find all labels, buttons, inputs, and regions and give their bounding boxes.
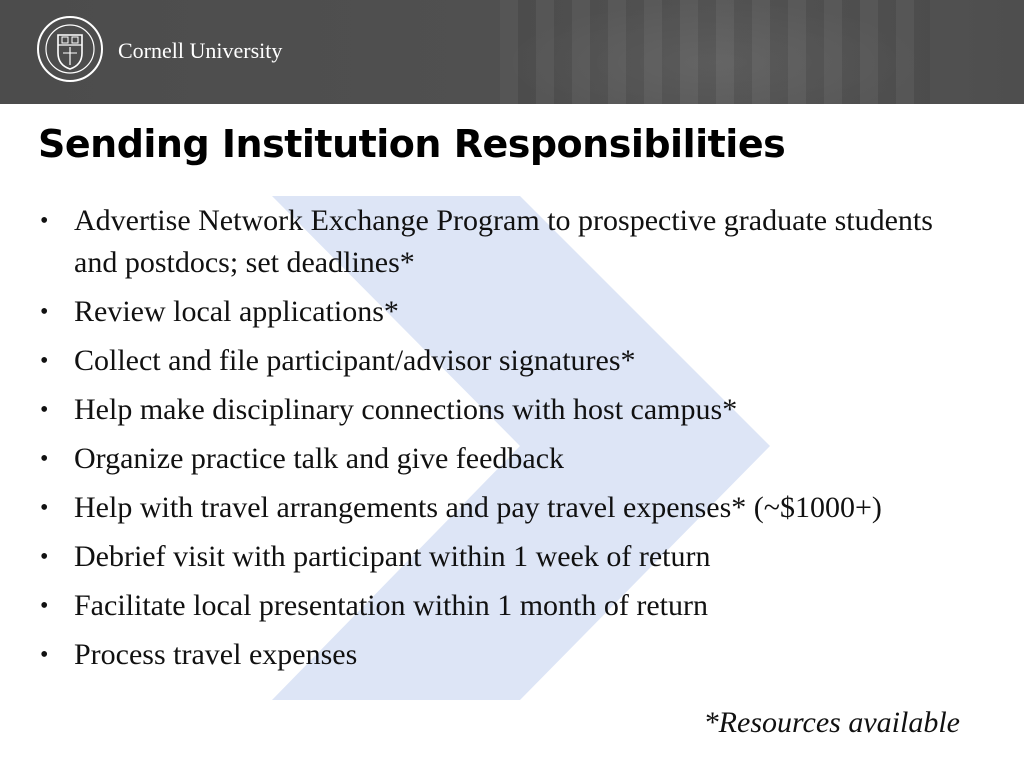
bullet-icon: • <box>40 397 49 423</box>
list-item <box>40 536 980 578</box>
list-item-text: Debrief visit with participant within 1 week of return <box>74 540 711 573</box>
bullet-icon: • <box>40 642 49 668</box>
list-item <box>40 340 980 382</box>
slide-title: Sending Institution Responsibilities <box>38 122 786 166</box>
list-item <box>40 291 980 333</box>
list-item-text: Review local applications* <box>74 295 399 328</box>
bullet-icon: • <box>40 299 49 325</box>
bullet-icon: • <box>40 495 49 521</box>
bullet-icon: • <box>40 208 49 234</box>
list-item-text: Collect and file participant/advisor signatures* <box>74 344 636 377</box>
resources-footnote: *Resources available <box>703 706 960 739</box>
organization-name: Cornell University <box>118 38 283 63</box>
responsibilities-list <box>40 200 980 683</box>
list-item <box>40 200 980 284</box>
list-item-text: Facilitate local presentation within 1 month of return <box>74 589 708 622</box>
list-item <box>40 487 980 529</box>
list-item <box>40 634 980 676</box>
list-item <box>40 585 980 627</box>
list-item <box>40 438 980 480</box>
list-item-text: Advertise Network Exchange Program to prospective graduate students and postdocs; set deadlines* <box>74 204 933 279</box>
list-item-text: Help make disciplinary connections with host campus* <box>74 393 738 426</box>
bullet-icon: • <box>40 348 49 374</box>
bullet-icon: • <box>40 593 49 619</box>
list-item <box>40 389 980 431</box>
list-item-text: Process travel expenses <box>74 638 358 671</box>
bullet-icon: • <box>40 446 49 472</box>
list-item-text: Help with travel arrangements and pay travel expenses* (~$1000+) <box>74 491 882 524</box>
list-item-text: Organize practice talk and give feedback <box>74 442 565 475</box>
bullet-icon: • <box>40 544 49 570</box>
